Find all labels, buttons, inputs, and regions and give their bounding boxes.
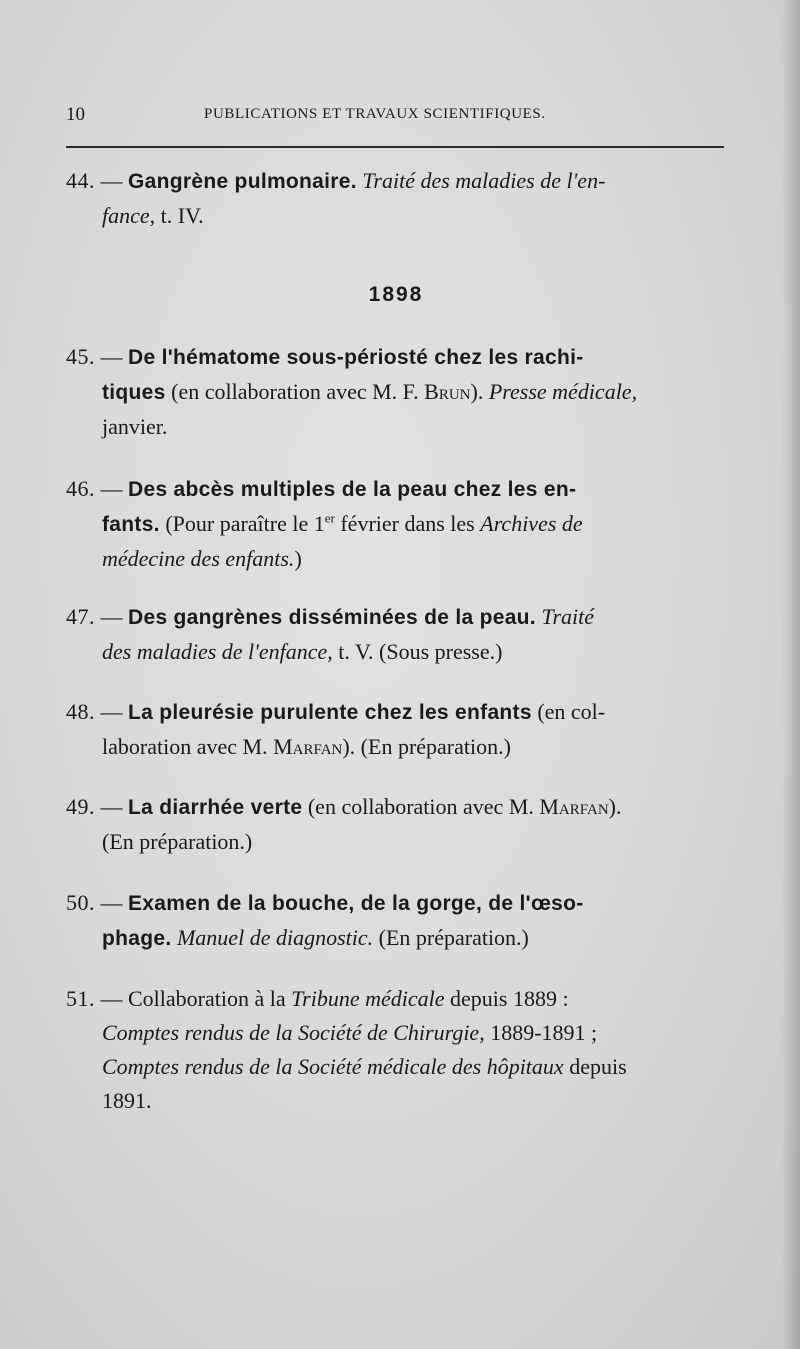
entry-title-cont: fants. <box>102 513 160 536</box>
entry-number: 48. <box>66 699 95 724</box>
entry-volume: t. V. (Sous presse.) <box>338 639 503 664</box>
entry-50 <box>66 886 726 956</box>
entry-journal: Comptes rendus de la Société médicale des hôpitaux <box>102 1054 564 1079</box>
entry-status: (En préparation.) <box>378 925 529 950</box>
entry-44 <box>66 164 726 233</box>
entry-journal: Manuel de diagnostic. <box>176 925 374 950</box>
header-rule <box>66 146 724 148</box>
entry-dash: — <box>100 604 123 629</box>
entry-title: La diarrhée verte <box>128 796 303 819</box>
entry-collab: (en collaboration avec M. F. <box>171 379 419 404</box>
entry-title: De l'hématome sous-périosté chez les rachi- <box>128 346 584 369</box>
entry-46 <box>66 472 726 576</box>
entry-author: Brun <box>424 379 471 404</box>
entry-collab: (en collaboration avec M. <box>307 794 534 819</box>
entry-year: 1891. <box>102 1088 152 1113</box>
entry-49 <box>66 790 726 859</box>
entry-collab: (en col- <box>537 699 606 724</box>
entry-journal: Traité <box>541 604 595 629</box>
entry-text: depuis 1889 : <box>450 986 569 1011</box>
entry-title: Gangrène pulmonaire. <box>128 170 357 193</box>
entry-47 <box>66 600 726 669</box>
entry-punct: ). <box>470 379 484 404</box>
entry-journal: Comptes rendus de la Société de Chirurgie, <box>102 1020 485 1045</box>
entry-journal: Traité des maladies de l'en- <box>362 168 606 193</box>
entry-title: La pleurésie purulente chez les enfants <box>128 701 532 724</box>
entry-dash: — <box>100 476 123 501</box>
entry-text: depuis <box>569 1054 627 1079</box>
entry-date: janvier. <box>102 414 168 439</box>
entry-status: (En préparation.) <box>102 829 253 854</box>
entry-journal-cont: médecine des enfants. <box>102 546 295 571</box>
entry-number: 51. <box>66 986 95 1011</box>
entry-dash: — <box>100 890 123 915</box>
entry-title-cont: phage. <box>102 927 172 950</box>
entry-note-cont: février dans les <box>340 511 475 536</box>
page-number: 10 <box>66 104 85 125</box>
entry-number: 46. <box>66 476 95 501</box>
entry-journal: Archives de <box>480 511 583 536</box>
entry-number: 44. <box>66 168 95 193</box>
entry-sup: er <box>324 510 335 526</box>
page-header <box>66 104 726 128</box>
running-title: PUBLICATIONS ET TRAVAUX SCIENTIFIQUES. <box>204 106 546 122</box>
entry-dash: — <box>100 794 123 819</box>
entry-punct: ). <box>608 794 622 819</box>
entry-title-cont: tiques <box>102 381 166 404</box>
entry-status: ). (En préparation.) <box>342 734 511 759</box>
entry-dash: — <box>100 986 123 1011</box>
entry-number: 47. <box>66 604 95 629</box>
entry-title: Examen de la bouche, de la gorge, de l'œso- <box>128 892 584 915</box>
entry-text: 1889-1891 ; <box>490 1020 598 1045</box>
entry-number: 50. <box>66 890 95 915</box>
entry-number: 45. <box>66 344 95 369</box>
entry-number: 49. <box>66 794 95 819</box>
entry-journal-cont: des maladies de l'enfance, <box>102 639 333 664</box>
entry-dash: — <box>100 168 123 193</box>
entry-journal-cont: fance <box>102 203 150 228</box>
entry-journal: Tribune médicale <box>291 986 445 1011</box>
entry-collab-cont: laboration avec M. <box>102 734 268 759</box>
entry-author: Marfan <box>539 794 609 819</box>
page-edge-shadow <box>782 0 800 1349</box>
entry-51 <box>66 982 726 1118</box>
entry-journal: Presse médicale, <box>488 379 638 404</box>
entry-dash: — <box>100 699 123 724</box>
entry-48 <box>66 695 726 764</box>
entry-title: Des abcès multiples de la peau chez les en- <box>128 478 577 501</box>
entry-punct: ) <box>294 546 302 571</box>
entry-45 <box>66 340 726 444</box>
entry-volume: , t. IV. <box>149 203 204 228</box>
entry-note: (Pour paraître le 1 <box>165 511 325 536</box>
entry-dash: — <box>100 344 123 369</box>
year-heading: 1898 <box>368 283 424 306</box>
entry-author: Marfan <box>273 734 343 759</box>
entry-title: Des gangrènes disséminées de la peau. <box>128 606 536 629</box>
entry-text: Collaboration à la <box>128 986 286 1011</box>
